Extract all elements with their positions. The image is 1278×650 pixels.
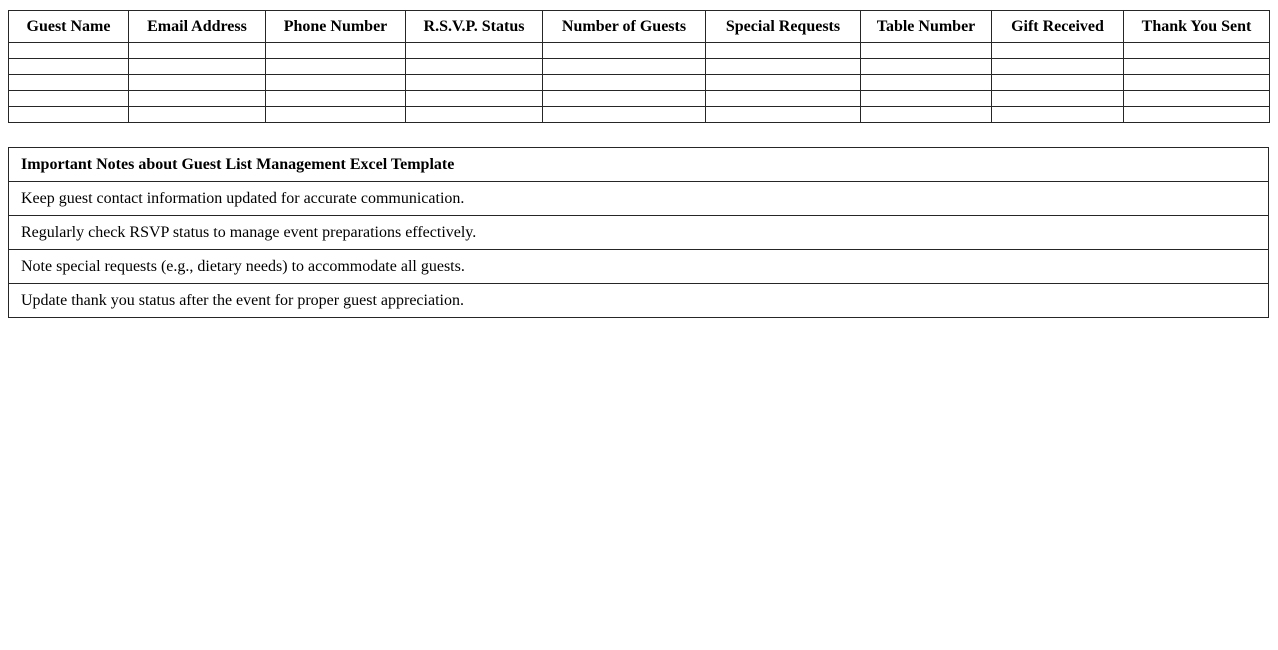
- column-header-thank-you-sent: Thank You Sent: [1124, 11, 1270, 43]
- note-row: [9, 284, 1269, 318]
- guest-table-empty-cell: [992, 107, 1124, 123]
- note-text: Update thank you status after the event for proper guest appreciation.: [9, 284, 1269, 318]
- guest-table-empty-cell: [861, 91, 992, 107]
- guest-table-empty-cell: [406, 107, 543, 123]
- guest-table-empty-cell: [992, 43, 1124, 59]
- guest-table-empty-cell: [129, 43, 266, 59]
- guest-table-empty-cell: [129, 75, 266, 91]
- guest-table-empty-cell: [266, 91, 406, 107]
- guest-table-empty-cell: [1124, 91, 1270, 107]
- guest-table-empty-cell: [9, 91, 129, 107]
- guest-table-empty-row: [9, 59, 1270, 75]
- important-notes-table: [8, 147, 1269, 318]
- guest-table-empty-cell: [266, 75, 406, 91]
- notes-title-row: [9, 148, 1269, 182]
- note-row: [9, 216, 1269, 250]
- guest-table-empty-cell: [706, 43, 861, 59]
- column-header-table-number: Table Number: [861, 11, 992, 43]
- guest-table-empty-cell: [9, 107, 129, 123]
- column-header-guest-name: Guest Name: [9, 11, 129, 43]
- guest-table-empty-cell: [9, 43, 129, 59]
- guest-list-table: [8, 10, 1270, 123]
- guest-table-empty-cell: [543, 75, 706, 91]
- guest-table-empty-cell: [861, 43, 992, 59]
- guest-table-empty-cell: [1124, 107, 1270, 123]
- column-header-rsvp-status: R.S.V.P. Status: [406, 11, 543, 43]
- guest-table-empty-cell: [861, 107, 992, 123]
- guest-table-empty-cell: [406, 43, 543, 59]
- guest-table-empty-cell: [1124, 43, 1270, 59]
- column-header-special-requests: Special Requests: [706, 11, 861, 43]
- notes-title: Important Notes about Guest List Management Excel Template: [9, 148, 1269, 182]
- column-header-phone-number: Phone Number: [266, 11, 406, 43]
- guest-table-header-row: [9, 11, 1270, 43]
- column-header-email-address: Email Address: [129, 11, 266, 43]
- guest-table-body: [9, 43, 1270, 123]
- guest-table-empty-cell: [129, 59, 266, 75]
- guest-table-empty-cell: [992, 91, 1124, 107]
- guest-table-empty-cell: [543, 107, 706, 123]
- column-header-gift-received: Gift Received: [992, 11, 1124, 43]
- column-header-number-of-guests: Number of Guests: [543, 11, 706, 43]
- guest-table-empty-row: [9, 91, 1270, 107]
- guest-table-empty-row: [9, 75, 1270, 91]
- note-row: [9, 250, 1269, 284]
- guest-table-empty-row: [9, 107, 1270, 123]
- guest-table-empty-cell: [543, 43, 706, 59]
- guest-table-empty-cell: [543, 59, 706, 75]
- guest-table-empty-cell: [706, 91, 861, 107]
- guest-table-empty-cell: [1124, 59, 1270, 75]
- guest-table-empty-cell: [406, 91, 543, 107]
- guest-table-empty-row: [9, 43, 1270, 59]
- guest-table-empty-cell: [861, 59, 992, 75]
- note-text: Regularly check RSVP status to manage event preparations effectively.: [9, 216, 1269, 250]
- guest-table-empty-cell: [706, 59, 861, 75]
- guest-table-empty-cell: [706, 107, 861, 123]
- guest-table-empty-cell: [706, 75, 861, 91]
- guest-table-empty-cell: [992, 75, 1124, 91]
- guest-table-empty-cell: [266, 43, 406, 59]
- note-text: Note special requests (e.g., dietary needs) to accommodate all guests.: [9, 250, 1269, 284]
- guest-table-empty-cell: [861, 75, 992, 91]
- note-text: Keep guest contact information updated for accurate communication.: [9, 182, 1269, 216]
- note-row: [9, 182, 1269, 216]
- guest-table-empty-cell: [992, 59, 1124, 75]
- guest-table-empty-cell: [9, 59, 129, 75]
- guest-table-empty-cell: [9, 75, 129, 91]
- guest-table-empty-cell: [543, 91, 706, 107]
- guest-table-empty-cell: [1124, 75, 1270, 91]
- guest-table-empty-cell: [129, 107, 266, 123]
- guest-table-empty-cell: [406, 59, 543, 75]
- guest-table-empty-cell: [266, 107, 406, 123]
- guest-table-empty-cell: [406, 75, 543, 91]
- guest-table-empty-cell: [129, 91, 266, 107]
- guest-table-empty-cell: [266, 59, 406, 75]
